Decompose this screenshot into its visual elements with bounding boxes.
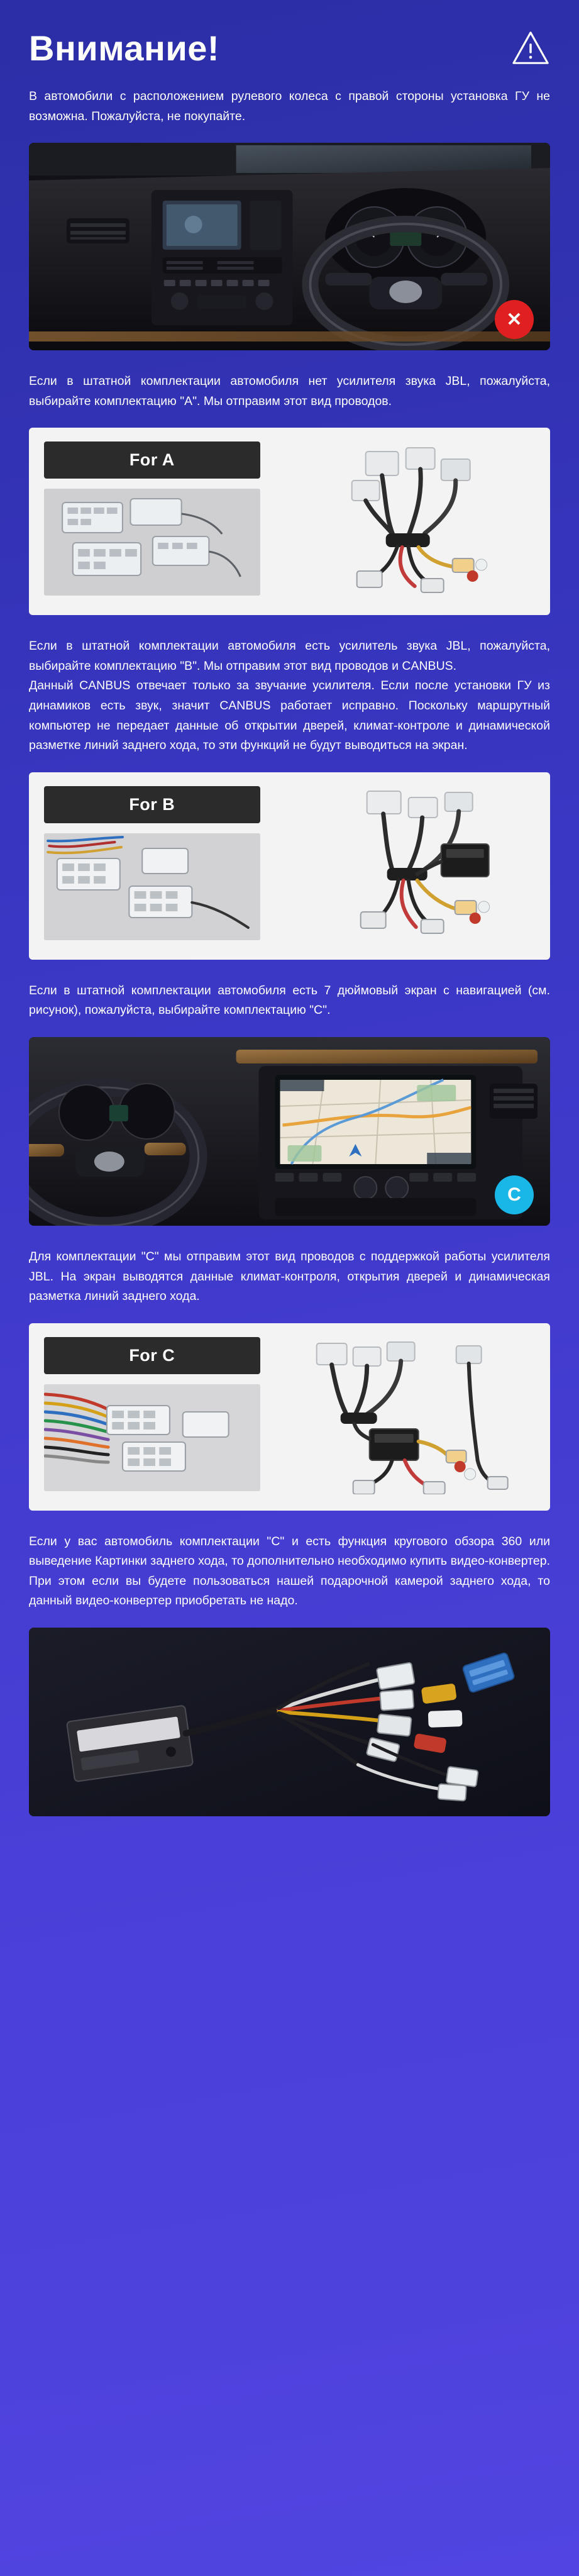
- wiring-card-left-column: [44, 441, 260, 599]
- wiring-harness-c-canbus-photo: [274, 1337, 535, 1494]
- paragraph-package-c-wiring: Для комплектации "C" мы отправим этот вид проводов с поддержкой работы усилителя JBL. На экран выводятся данные климат-контроля, открытия дверей и динамическая разметка линий заднего хода.: [29, 1249, 550, 1304]
- letter-c-icon-badge: C: [495, 1175, 534, 1214]
- page-header: [0, 0, 579, 87]
- connector-plugs-photo-a: [44, 489, 260, 596]
- wiring-card-for-a: [29, 428, 550, 615]
- warning-triangle-icon: [511, 29, 550, 68]
- wiring-harness-b-canbus-photo: [274, 786, 535, 943]
- page-title: Внимание!: [29, 28, 220, 68]
- wiring-card-left-column: [44, 786, 260, 943]
- paragraph-video-converter: Если у вас автомобиль комплектации "C" и есть функция кругового обзора 360 или выведение Картинки заднего хода, то дополнительно необходимо купить видео-конвертер. При этом если вы будете пользоваться нашей подарочной камерой заднего хода, то данный видео-конвертер приобретать не надо.: [29, 1534, 550, 1608]
- wiring-harness-a-photo: [274, 441, 535, 599]
- wiring-card-for-b: [29, 772, 550, 960]
- paragraph-right-hand-drive: В автомобили с расположением рулевого колеса с правой стороны установка ГУ не возможна. Пожалуйста, не покупайте.: [29, 89, 550, 123]
- connector-plugs-photo-b: [44, 833, 260, 940]
- for-c-label: For C: [44, 1337, 260, 1374]
- factory-7-inch-navigation-screen-photo: [29, 1037, 550, 1226]
- video-converter-box-photo: [29, 1628, 550, 1816]
- for-b-label: For B: [44, 786, 260, 823]
- paragraph-package-a: Если в штатной комплектации автомобиля нет усилителя звука JBL, пожалуйста, выбирайте комплектацию "A". Мы отправим этот вид проводов.: [29, 374, 550, 408]
- for-a-label: For A: [44, 441, 260, 479]
- paragraph-package-b-canbus: Данный CANBUS отвечает только за звучание усилителя. Если после установки ГУ из динамиков есть звук, значит CANBUS работает исправно. Поскольку маршрутный компьютер не передает данные об открытии дверей, климат-контроле и динамической разметке линий заднего хода, то эти функций не будут выводиться на экран.: [29, 679, 550, 753]
- connector-plugs-photo-c: [44, 1384, 260, 1491]
- wiring-card-for-c: [29, 1323, 550, 1511]
- wiring-card-left-column: [44, 1337, 260, 1494]
- paragraph-package-c: Если в штатной комплектации автомобиля есть 7 дюймовый экран с навигацией (см. рисунок), пожалуйста, выбирайте комплектацию "C".: [29, 983, 550, 1018]
- right-hand-drive-interior-photo: [29, 143, 550, 350]
- paragraph-package-b-intro: Если в штатной комплектации автомобиля есть усилитель звука JBL, пожалуйста, выбирайте комплектацию "B". Мы отправим этот вид проводов и CANBUS.: [29, 639, 550, 673]
- cross-icon-badge: ✕: [495, 300, 534, 339]
